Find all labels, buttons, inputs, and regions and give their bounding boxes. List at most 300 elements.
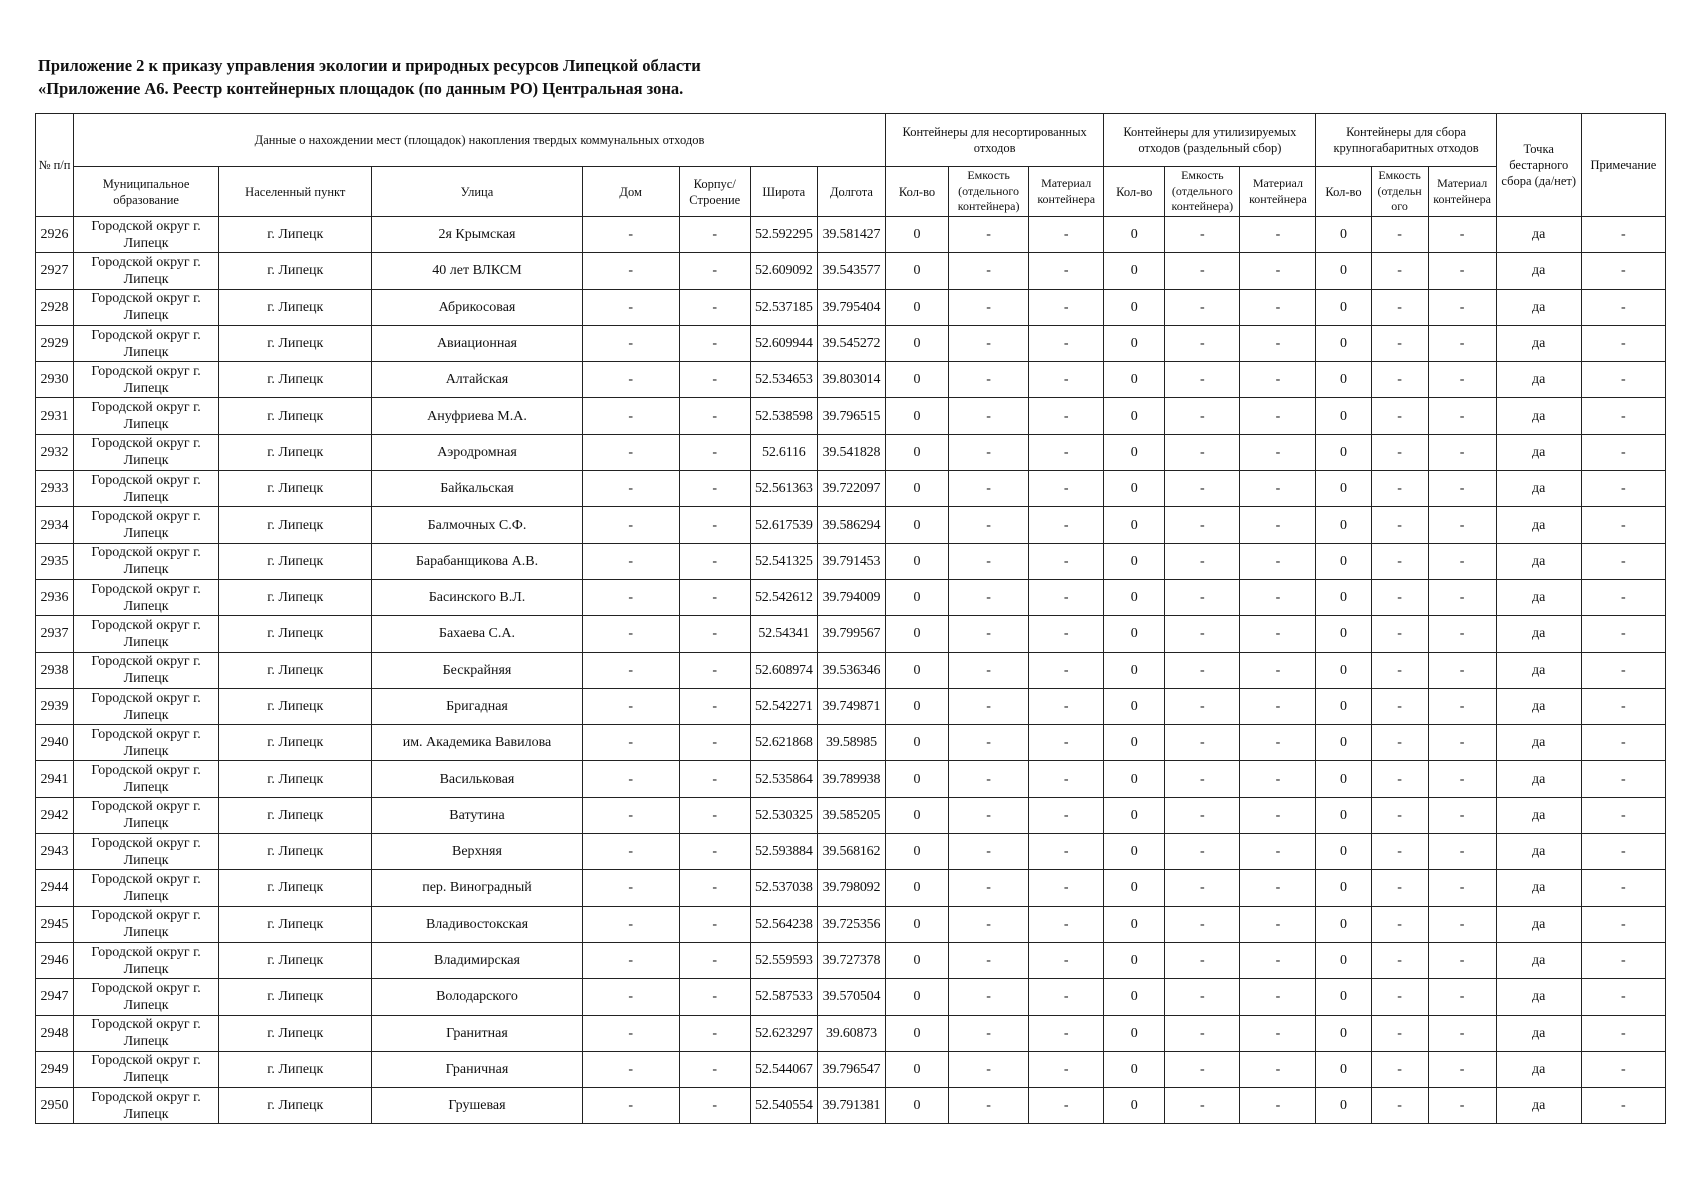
cell-capacity-unsorted: - [949,761,1029,797]
table-row [36,616,1666,652]
cell-qty-bulky: 0 [1316,725,1371,761]
cell-building: - [679,217,750,253]
cell-material-unsorted: - [1029,434,1104,470]
cell-street: Бескрайняя [372,652,582,688]
cell-capacity-recyclable: - [1165,725,1240,761]
cell-municipality: Городской округ г. Липецк [74,979,219,1015]
cell-building: - [679,289,750,325]
cell-material-bulky: - [1428,325,1496,361]
cell-num: 2936 [36,579,74,615]
cell-qty-unsorted: 0 [886,507,949,543]
cell-qty-recyclable: 0 [1104,253,1165,289]
cell-material-recyclable: - [1240,579,1316,615]
cell-note: - [1581,761,1665,797]
cell-lon: 39.722097 [817,471,885,507]
cell-lon: 39.727378 [817,942,885,978]
cell-capacity-unsorted: - [949,652,1029,688]
cell-lon: 39.60873 [817,1015,885,1051]
cell-num: 2926 [36,217,74,253]
cell-settlement: г. Липецк [219,906,372,942]
cell-bagless: да [1496,942,1581,978]
cell-material-recyclable: - [1240,362,1316,398]
cell-note: - [1581,870,1665,906]
table-row [36,725,1666,761]
cell-qty-unsorted: 0 [886,979,949,1015]
table-row [36,979,1666,1015]
cell-num: 2938 [36,652,74,688]
cell-bagless: да [1496,870,1581,906]
cell-street: Балмочных С.Ф. [372,507,582,543]
cell-lat: 52.617539 [750,507,817,543]
table-row [36,289,1666,325]
cell-qty-unsorted: 0 [886,1015,949,1051]
cell-material-bulky: - [1428,289,1496,325]
cell-note: - [1581,579,1665,615]
cell-settlement: г. Липецк [219,507,372,543]
cell-capacity-unsorted: - [949,942,1029,978]
cell-bagless: да [1496,579,1581,615]
cell-house: - [582,398,679,434]
cell-material-bulky: - [1428,1051,1496,1087]
table-row [36,362,1666,398]
cell-street: Аэродромная [372,434,582,470]
cell-qty-bulky: 0 [1316,543,1371,579]
cell-qty-recyclable: 0 [1104,688,1165,724]
cell-qty-bulky: 0 [1316,217,1371,253]
cell-building: - [679,616,750,652]
cell-municipality: Городской округ г. Липецк [74,398,219,434]
cell-qty-bulky: 0 [1316,398,1371,434]
cell-bagless: да [1496,325,1581,361]
cell-house: - [582,761,679,797]
cell-material-recyclable: - [1240,507,1316,543]
cell-qty-unsorted: 0 [886,797,949,833]
cell-qty-bulky: 0 [1316,870,1371,906]
cell-capacity-bulky: - [1371,725,1428,761]
cell-lat: 52.537185 [750,289,817,325]
cell-qty-bulky: 0 [1316,652,1371,688]
cell-capacity-recyclable: - [1165,942,1240,978]
cell-capacity-unsorted: - [949,253,1029,289]
cell-lat: 52.609092 [750,253,817,289]
cell-qty-recyclable: 0 [1104,616,1165,652]
cell-material-bulky: - [1428,471,1496,507]
cell-qty-unsorted: 0 [886,362,949,398]
table-row [36,398,1666,434]
cell-num: 2943 [36,834,74,870]
cell-building: - [679,942,750,978]
cell-capacity-bulky: - [1371,253,1428,289]
cell-capacity-unsorted: - [949,398,1029,434]
cell-bagless: да [1496,906,1581,942]
cell-lat: 52.535864 [750,761,817,797]
cell-lon: 39.585205 [817,797,885,833]
cell-num: 2939 [36,688,74,724]
table-row [36,942,1666,978]
cell-capacity-recyclable: - [1165,834,1240,870]
cell-material-recyclable: - [1240,979,1316,1015]
cell-qty-recyclable: 0 [1104,870,1165,906]
cell-capacity-unsorted: - [949,434,1029,470]
cell-bagless: да [1496,434,1581,470]
cell-settlement: г. Липецк [219,761,372,797]
cell-house: - [582,325,679,361]
cell-qty-bulky: 0 [1316,1051,1371,1087]
cell-num: 2932 [36,434,74,470]
cell-bagless: да [1496,725,1581,761]
cell-house: - [582,579,679,615]
cell-material-recyclable: - [1240,217,1316,253]
cell-capacity-recyclable: - [1165,979,1240,1015]
cell-num: 2934 [36,507,74,543]
cell-lat: 52.593884 [750,834,817,870]
cell-bagless: да [1496,979,1581,1015]
cell-num: 2941 [36,761,74,797]
cell-material-recyclable: - [1240,289,1316,325]
cell-settlement: г. Липецк [219,688,372,724]
cell-qty-recyclable: 0 [1104,471,1165,507]
cell-municipality: Городской округ г. Липецк [74,616,219,652]
cell-qty-recyclable: 0 [1104,398,1165,434]
cell-material-bulky: - [1428,543,1496,579]
cell-note: - [1581,471,1665,507]
cell-capacity-recyclable: - [1165,1051,1240,1087]
col-header-bagless: Точка бестарного сбора (да/нет) [1496,114,1581,217]
cell-settlement: г. Липецк [219,289,372,325]
table-row [36,579,1666,615]
cell-note: - [1581,543,1665,579]
cell-building: - [679,398,750,434]
registry-table [35,113,1666,1124]
cell-capacity-recyclable: - [1165,434,1240,470]
cell-material-unsorted: - [1029,1015,1104,1051]
cell-capacity-bulky: - [1371,1051,1428,1087]
col-header-capacity-unsorted: Емкость (отдельного контейнера) [949,167,1029,217]
cell-street: Авиационная [372,325,582,361]
cell-capacity-recyclable: - [1165,579,1240,615]
cell-material-bulky: - [1428,834,1496,870]
cell-house: - [582,725,679,761]
col-header-house: Дом [582,167,679,217]
cell-lat: 52.609944 [750,325,817,361]
cell-material-bulky: - [1428,616,1496,652]
cell-lat: 52.592295 [750,217,817,253]
cell-material-bulky: - [1428,761,1496,797]
cell-material-bulky: - [1428,688,1496,724]
cell-capacity-unsorted: - [949,1015,1029,1051]
cell-capacity-recyclable: - [1165,761,1240,797]
cell-capacity-bulky: - [1371,906,1428,942]
cell-qty-recyclable: 0 [1104,906,1165,942]
cell-qty-unsorted: 0 [886,1088,949,1124]
cell-settlement: г. Липецк [219,834,372,870]
cell-material-unsorted: - [1029,834,1104,870]
cell-lat: 52.587533 [750,979,817,1015]
table-row [36,1015,1666,1051]
cell-capacity-bulky: - [1371,507,1428,543]
cell-house: - [582,217,679,253]
cell-capacity-bulky: - [1371,434,1428,470]
cell-lon: 39.791453 [817,543,885,579]
cell-building: - [679,325,750,361]
cell-material-bulky: - [1428,362,1496,398]
cell-material-recyclable: - [1240,906,1316,942]
cell-capacity-unsorted: - [949,725,1029,761]
cell-capacity-unsorted: - [949,906,1029,942]
cell-note: - [1581,507,1665,543]
cell-capacity-bulky: - [1371,543,1428,579]
cell-material-recyclable: - [1240,253,1316,289]
cell-qty-bulky: 0 [1316,761,1371,797]
cell-material-recyclable: - [1240,870,1316,906]
cell-qty-bulky: 0 [1316,253,1371,289]
cell-capacity-unsorted: - [949,688,1029,724]
cell-settlement: г. Липецк [219,253,372,289]
cell-material-recyclable: - [1240,834,1316,870]
cell-capacity-recyclable: - [1165,688,1240,724]
cell-bagless: да [1496,1051,1581,1087]
cell-building: - [679,471,750,507]
table-row [36,325,1666,361]
cell-material-unsorted: - [1029,507,1104,543]
cell-capacity-unsorted: - [949,616,1029,652]
cell-bagless: да [1496,507,1581,543]
cell-qty-recyclable: 0 [1104,579,1165,615]
cell-num: 2950 [36,1088,74,1124]
cell-capacity-unsorted: - [949,543,1029,579]
table-body [36,217,1666,1124]
cell-municipality: Городской округ г. Липецк [74,870,219,906]
cell-municipality: Городской округ г. Липецк [74,797,219,833]
cell-qty-bulky: 0 [1316,1015,1371,1051]
cell-municipality: Городской округ г. Липецк [74,688,219,724]
cell-qty-unsorted: 0 [886,616,949,652]
cell-building: - [679,870,750,906]
cell-capacity-recyclable: - [1165,543,1240,579]
cell-house: - [582,652,679,688]
cell-note: - [1581,434,1665,470]
cell-qty-recyclable: 0 [1104,434,1165,470]
cell-municipality: Городской округ г. Липецк [74,1051,219,1087]
cell-capacity-bulky: - [1371,398,1428,434]
cell-qty-bulky: 0 [1316,979,1371,1015]
cell-municipality: Городской округ г. Липецк [74,434,219,470]
cell-num: 2945 [36,906,74,942]
cell-num: 2930 [36,362,74,398]
cell-lat: 52.564238 [750,906,817,942]
cell-street: Граничная [372,1051,582,1087]
cell-lon: 39.791381 [817,1088,885,1124]
cell-municipality: Городской округ г. Липецк [74,253,219,289]
col-header-capacity-bulky: Емкость (отдельн ого [1371,167,1428,217]
cell-settlement: г. Липецк [219,797,372,833]
cell-num: 2946 [36,942,74,978]
cell-material-unsorted: - [1029,543,1104,579]
cell-municipality: Городской округ г. Липецк [74,942,219,978]
cell-lon: 39.545272 [817,325,885,361]
cell-capacity-recyclable: - [1165,797,1240,833]
cell-bagless: да [1496,797,1581,833]
cell-qty-recyclable: 0 [1104,725,1165,761]
cell-material-bulky: - [1428,725,1496,761]
cell-municipality: Городской округ г. Липецк [74,1015,219,1051]
cell-street: 2я Крымская [372,217,582,253]
cell-material-bulky: - [1428,1088,1496,1124]
cell-municipality: Городской округ г. Липецк [74,652,219,688]
cell-building: - [679,797,750,833]
cell-capacity-recyclable: - [1165,1088,1240,1124]
cell-num: 2947 [36,979,74,1015]
cell-settlement: г. Липецк [219,362,372,398]
cell-qty-bulky: 0 [1316,834,1371,870]
cell-bagless: да [1496,1088,1581,1124]
cell-settlement: г. Липецк [219,979,372,1015]
cell-note: - [1581,942,1665,978]
cell-lon: 39.725356 [817,906,885,942]
cell-material-unsorted: - [1029,761,1104,797]
cell-capacity-unsorted: - [949,507,1029,543]
cell-lon: 39.789938 [817,761,885,797]
cell-lon: 39.58985 [817,725,885,761]
cell-capacity-bulky: - [1371,761,1428,797]
cell-capacity-unsorted: - [949,289,1029,325]
cell-material-unsorted: - [1029,325,1104,361]
cell-material-bulky: - [1428,797,1496,833]
cell-qty-unsorted: 0 [886,834,949,870]
cell-municipality: Городской округ г. Липецк [74,289,219,325]
cell-qty-unsorted: 0 [886,543,949,579]
cell-capacity-bulky: - [1371,870,1428,906]
cell-settlement: г. Липецк [219,217,372,253]
cell-street: им. Академика Вавилова [372,725,582,761]
cell-settlement: г. Липецк [219,870,372,906]
cell-municipality: Городской округ г. Липецк [74,761,219,797]
cell-note: - [1581,834,1665,870]
cell-lat: 52.561363 [750,471,817,507]
cell-qty-unsorted: 0 [886,761,949,797]
cell-capacity-bulky: - [1371,652,1428,688]
cell-qty-bulky: 0 [1316,507,1371,543]
cell-capacity-bulky: - [1371,834,1428,870]
cell-street: пер. Виноградный [372,870,582,906]
cell-lon: 39.543577 [817,253,885,289]
col-group-bulky: Контейнеры для сбора крупногабаритных отходов [1316,114,1496,167]
cell-lat: 52.623297 [750,1015,817,1051]
cell-bagless: да [1496,543,1581,579]
cell-building: - [679,1015,750,1051]
cell-street: Бахаева С.А. [372,616,582,652]
cell-house: - [582,1088,679,1124]
cell-lon: 39.794009 [817,579,885,615]
table-row [36,906,1666,942]
cell-qty-unsorted: 0 [886,325,949,361]
cell-building: - [679,1088,750,1124]
cell-note: - [1581,289,1665,325]
cell-material-bulky: - [1428,979,1496,1015]
cell-municipality: Городской округ г. Липецк [74,543,219,579]
cell-capacity-bulky: - [1371,471,1428,507]
cell-qty-bulky: 0 [1316,579,1371,615]
cell-qty-bulky: 0 [1316,362,1371,398]
cell-building: - [679,253,750,289]
cell-qty-bulky: 0 [1316,434,1371,470]
cell-building: - [679,761,750,797]
document-header [38,54,701,100]
table-row [36,543,1666,579]
cell-capacity-recyclable: - [1165,616,1240,652]
cell-settlement: г. Липецк [219,1088,372,1124]
cell-material-recyclable: - [1240,761,1316,797]
cell-lon: 39.570504 [817,979,885,1015]
cell-lat: 52.540554 [750,1088,817,1124]
cell-settlement: г. Липецк [219,471,372,507]
table-header [36,114,1666,217]
col-group-location: Данные о нахождении мест (площадок) накопления твердых коммунальных отходов [74,114,886,167]
col-header-capacity-recyclable: Емкость (отдельного контейнера) [1165,167,1240,217]
cell-capacity-recyclable: - [1165,325,1240,361]
cell-material-unsorted: - [1029,471,1104,507]
cell-street: Грушевая [372,1088,582,1124]
cell-street: Васильковая [372,761,582,797]
cell-num: 2944 [36,870,74,906]
cell-qty-recyclable: 0 [1104,652,1165,688]
cell-municipality: Городской округ г. Липецк [74,217,219,253]
table-row [36,761,1666,797]
cell-bagless: да [1496,834,1581,870]
cell-municipality: Городской округ г. Липецк [74,579,219,615]
table-row [36,870,1666,906]
cell-lat: 52.6116 [750,434,817,470]
cell-street: Верхняя [372,834,582,870]
cell-bagless: да [1496,471,1581,507]
cell-lon: 39.796515 [817,398,885,434]
cell-building: - [679,434,750,470]
table-row [36,652,1666,688]
cell-capacity-bulky: - [1371,579,1428,615]
cell-material-recyclable: - [1240,1015,1316,1051]
col-header-material-unsorted: Материал контейнера [1029,167,1104,217]
cell-lat: 52.537038 [750,870,817,906]
cell-num: 2933 [36,471,74,507]
cell-material-unsorted: - [1029,942,1104,978]
cell-building: - [679,579,750,615]
cell-material-unsorted: - [1029,725,1104,761]
cell-lon: 39.581427 [817,217,885,253]
cell-municipality: Городской округ г. Липецк [74,725,219,761]
cell-lat: 52.534653 [750,362,817,398]
cell-house: - [582,942,679,978]
cell-material-bulky: - [1428,906,1496,942]
cell-num: 2935 [36,543,74,579]
cell-capacity-bulky: - [1371,942,1428,978]
cell-material-unsorted: - [1029,870,1104,906]
cell-qty-unsorted: 0 [886,579,949,615]
cell-house: - [582,616,679,652]
cell-building: - [679,362,750,398]
col-header-street: Улица [372,167,582,217]
cell-qty-unsorted: 0 [886,652,949,688]
cell-material-bulky: - [1428,507,1496,543]
header-row-1 [36,114,1666,167]
cell-capacity-unsorted: - [949,217,1029,253]
cell-capacity-recyclable: - [1165,1015,1240,1051]
cell-street: Владимирская [372,942,582,978]
cell-qty-recyclable: 0 [1104,543,1165,579]
table-row [36,507,1666,543]
cell-house: - [582,362,679,398]
table-row [36,217,1666,253]
cell-building: - [679,979,750,1015]
